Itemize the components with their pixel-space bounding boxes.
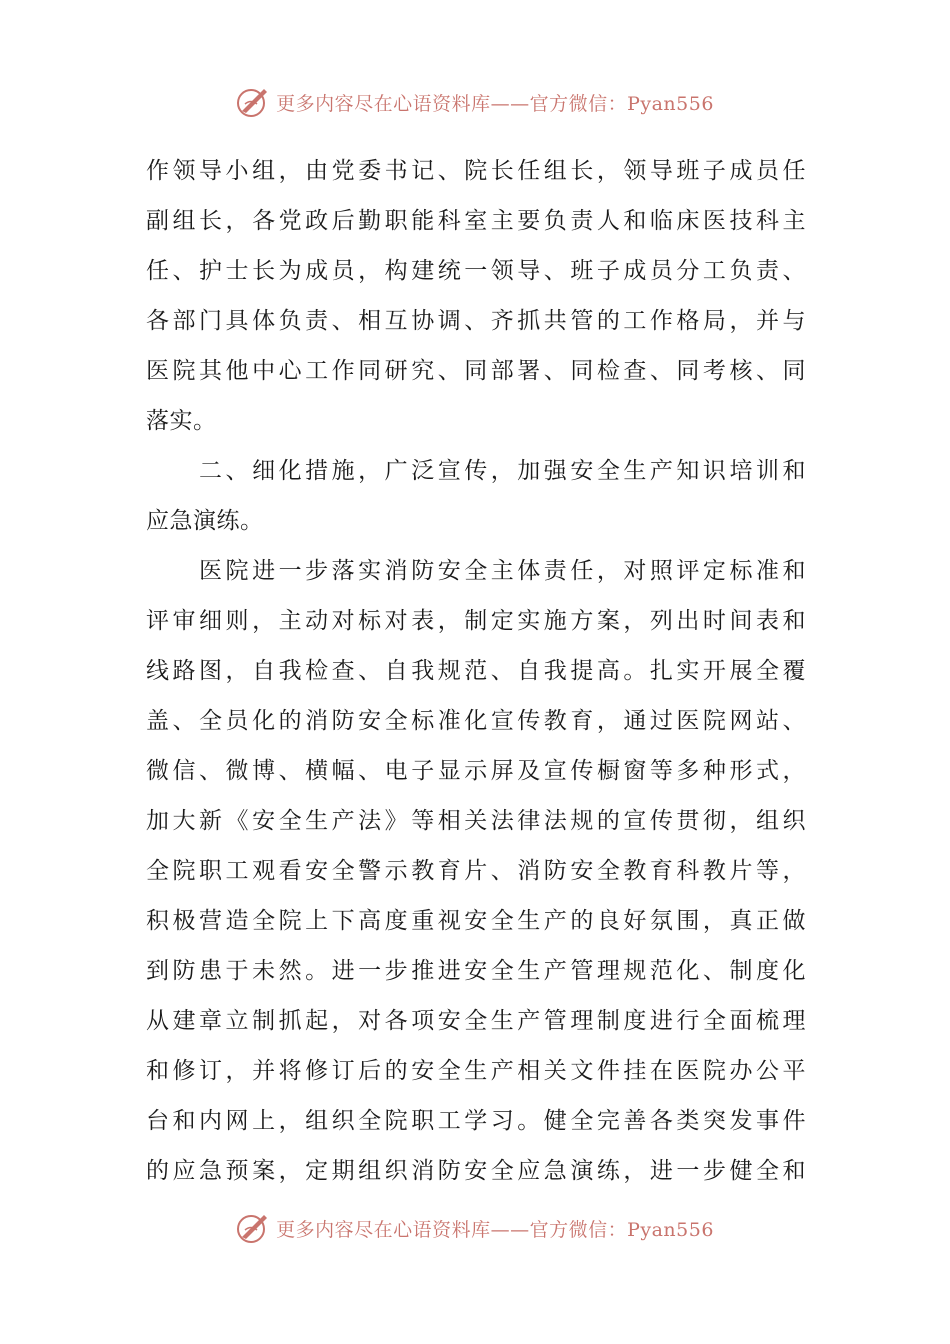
text-line: 全院职工观看安全警示教育片、消防安全教育科教片等， xyxy=(146,858,806,884)
text-line: 各部门具体负责、相互协调、齐抓共管的工作格局，并与 xyxy=(146,308,806,334)
text-line: 台和内网上，组织全院职工学习。健全完善各类突发事件 xyxy=(146,1108,806,1134)
watermark-text: 更多内容尽在心语资料库——官方微信：Pyan556 xyxy=(276,92,714,115)
text-line: 从建章立制抓起，对各项安全生产管理制度进行全面梳理 xyxy=(146,1008,806,1034)
text-line: 盖、全员化的消防安全标准化宣传教育，通过医院网站、 xyxy=(146,708,806,734)
text-line: 落实。 xyxy=(146,408,217,434)
quill-pen-logo-icon xyxy=(236,85,270,119)
text-line: 评审细则，主动对标对表，制定实施方案，列出时间表和 xyxy=(146,608,806,634)
text-line: 线路图，自我检查、自我规范、自我提高。扎实开展全覆 xyxy=(146,658,806,684)
section-heading-line: 应急演练。 xyxy=(146,508,264,534)
section-heading-line: 二、细化措施，广泛宣传，加强安全生产知识培训和 xyxy=(146,458,806,484)
footer-watermark-banner xyxy=(0,1208,950,1248)
text-line: 到防患于未然。进一步推进安全生产管理规范化、制度化 xyxy=(146,958,806,984)
watermark-text: 更多内容尽在心语资料库——官方微信：Pyan556 xyxy=(276,1218,714,1241)
text-line: 作领导小组，由党委书记、院长任组长，领导班子成员任 xyxy=(146,158,806,184)
text-line: 医院其他中心工作同研究、同部署、同检查、同考核、同 xyxy=(146,358,806,384)
text-line: 微信、微博、横幅、电子显示屏及宣传橱窗等多种形式， xyxy=(146,758,806,784)
header-watermark-banner xyxy=(0,82,950,122)
text-line: 任、护士长为成员，构建统一领导、班子成员分工负责、 xyxy=(146,258,806,284)
text-line: 的应急预案，定期组织消防安全应急演练，进一步健全和 xyxy=(146,1158,806,1184)
text-line: 副组长，各党政后勤职能科室主要负责人和临床医技科主 xyxy=(146,208,806,234)
quill-pen-logo-icon xyxy=(236,1211,270,1245)
text-line: 加大新《安全生产法》等相关法律法规的宣传贯彻，组织 xyxy=(146,808,806,834)
document-body xyxy=(146,146,806,1196)
text-line: 医院进一步落实消防安全主体责任，对照评定标准和 xyxy=(146,558,806,584)
text-line: 和修订，并将修订后的安全生产相关文件挂在医院办公平 xyxy=(146,1058,806,1084)
text-line: 积极营造全院上下高度重视安全生产的良好氛围，真正做 xyxy=(146,908,806,934)
